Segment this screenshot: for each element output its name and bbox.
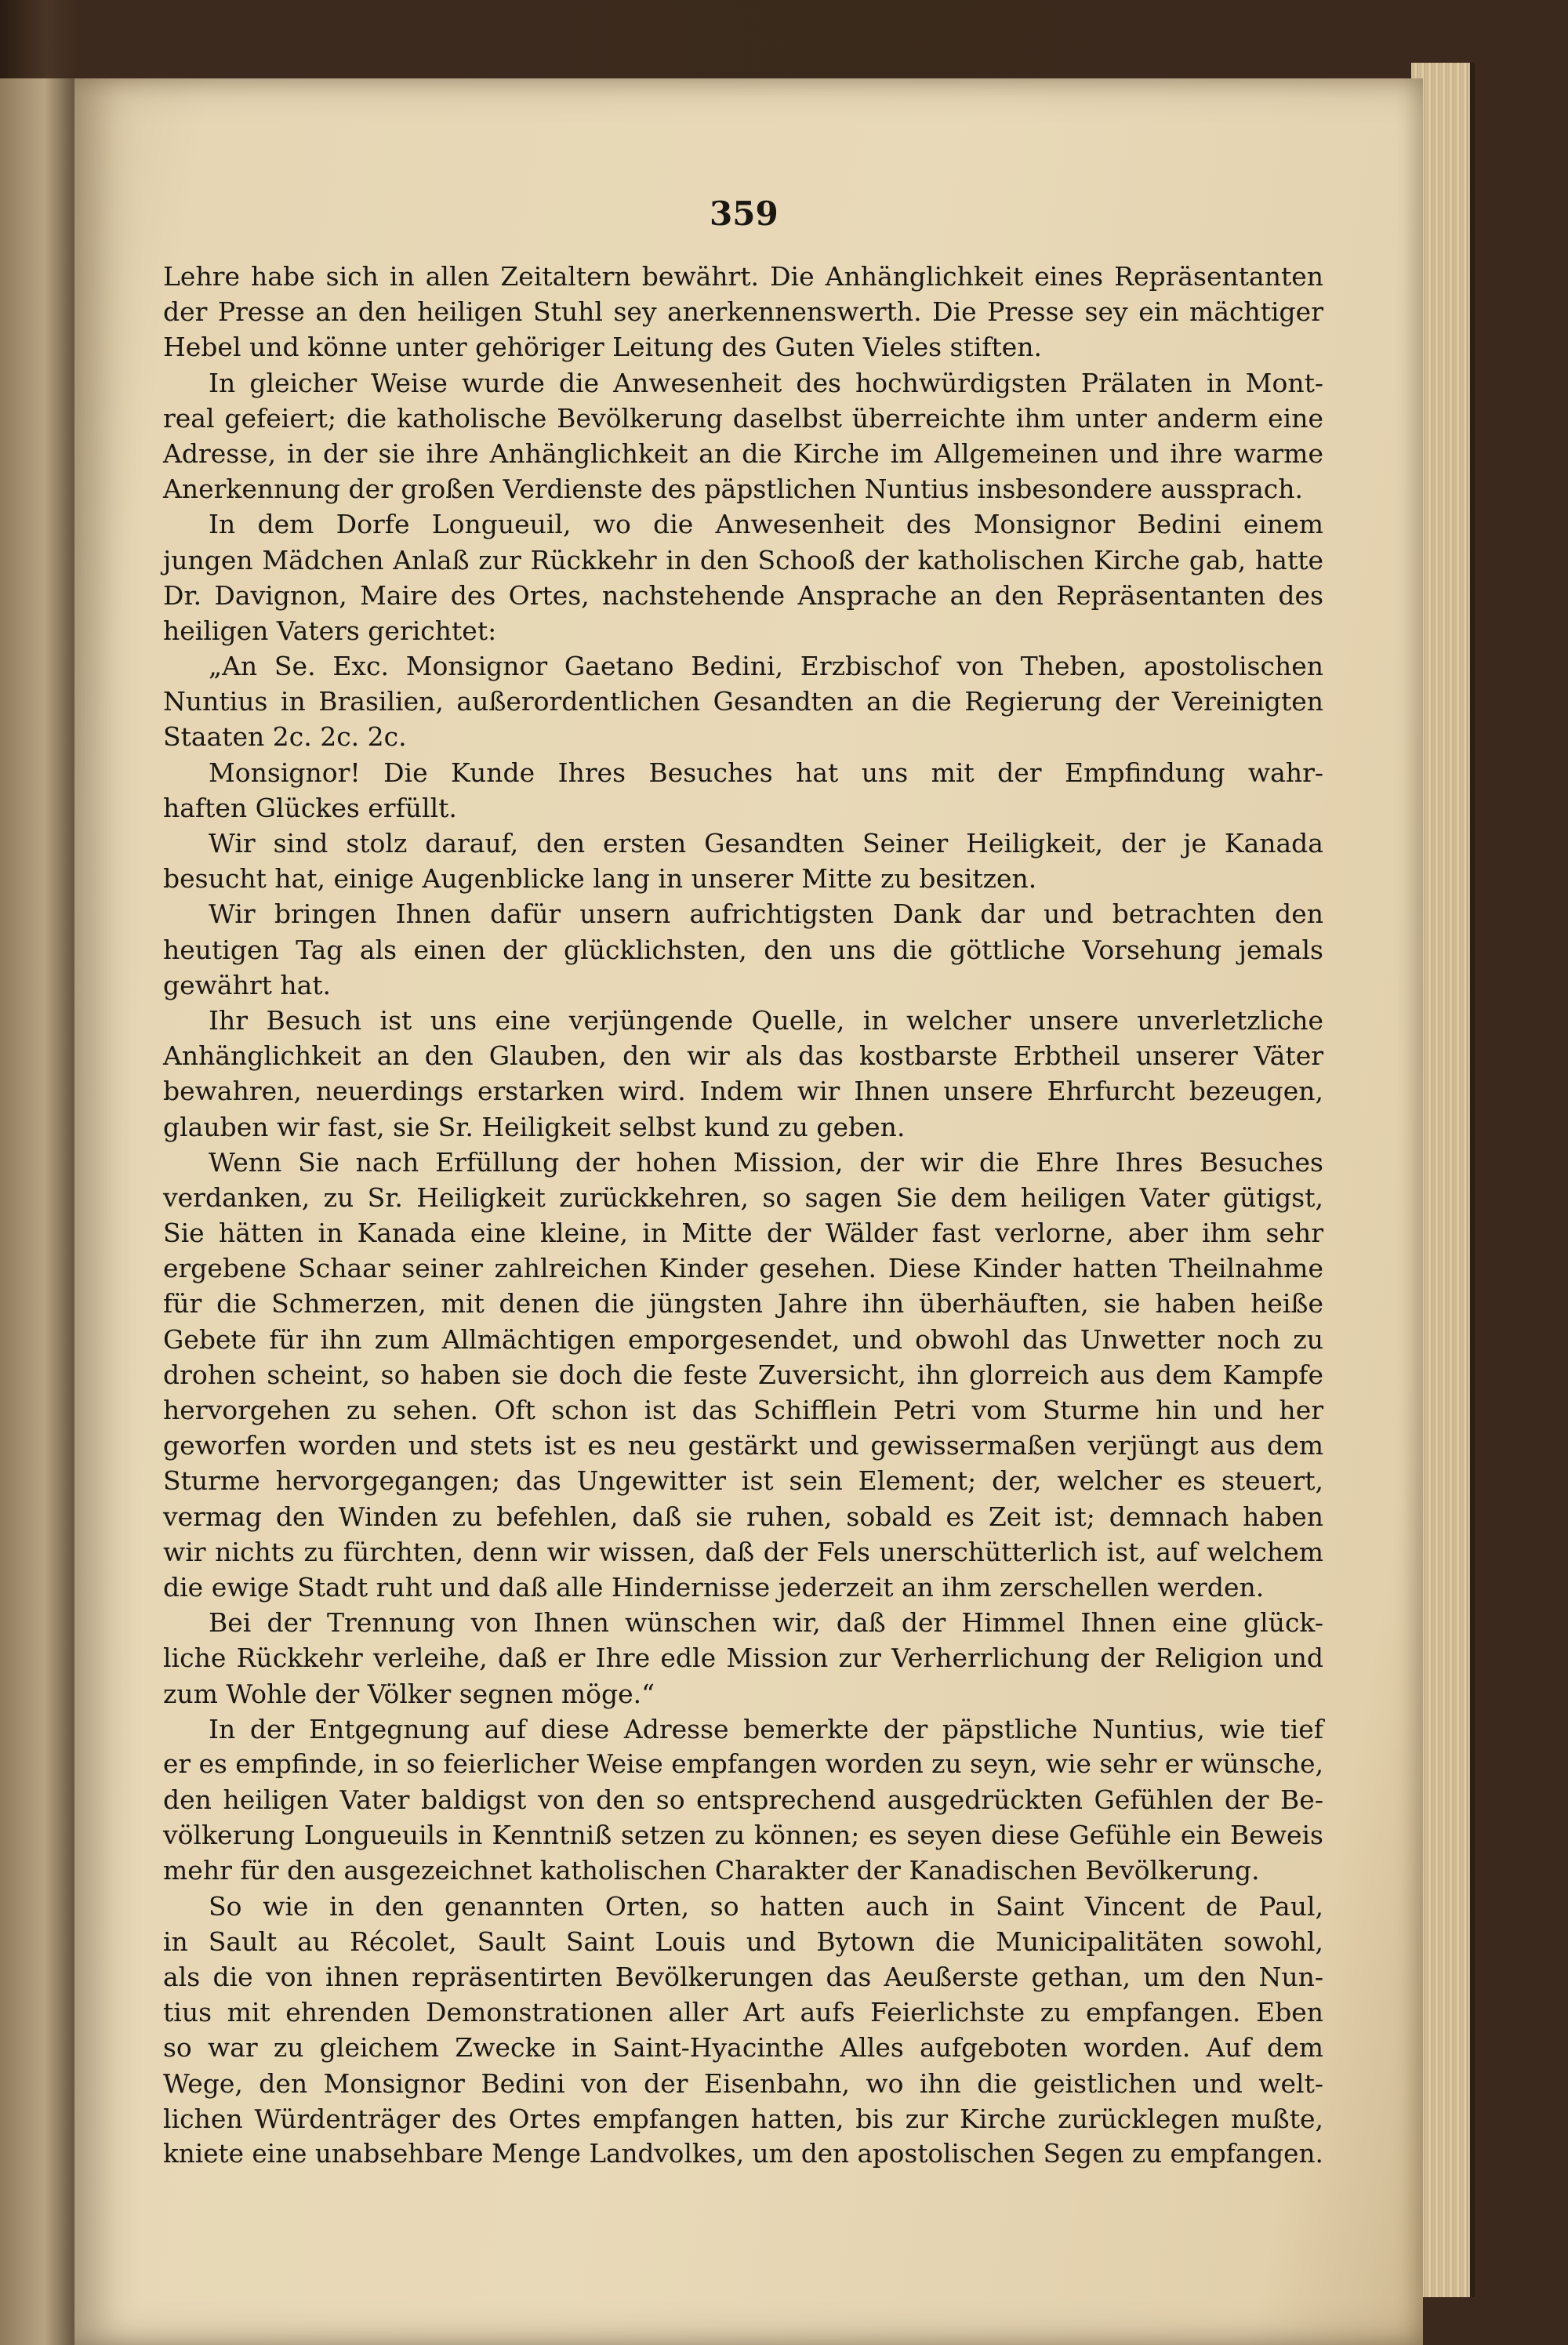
text-line: glauben wir fast, sie Sr. Heiligkeit selbst kund zu geben. xyxy=(163,1111,906,1142)
text-line: als die von ihnen repräsentirten Bevölkerungen das Aeußerste gethan, um den Nun- xyxy=(163,1962,1323,1992)
text-line: Sturme hervorgegangen; das Ungewitter ist sein Element; der, welcher es steuert, xyxy=(163,1465,1323,1497)
text-line: tius mit ehrenden Demonstrationen aller Art aufs Feierlichste zu empfangen. Eben xyxy=(163,1997,1323,2028)
text-line: gewährt hat. xyxy=(163,969,332,1000)
text-line: Staaten 2c. 2c. 2c. xyxy=(163,721,407,753)
paragraph xyxy=(163,365,1323,507)
text-line: lichen Würdenträger des Ortes empfangen hatten, bis zur Kirche zurücklegen mußte, xyxy=(163,2103,1323,2134)
paragraph xyxy=(163,826,1323,896)
text-line: Lehre habe sich in allen Zeitaltern bewährt. Die Anhänglichkeit eines Repräsentanten xyxy=(163,261,1323,292)
text-line: Nuntius in Brasilien, außerordentlichen Gesandten an die Regierung der Vereinigten xyxy=(163,686,1323,717)
text-line: Sie hätten in Kanada eine kleine, in Mitte der Wälder fast verlorne, aber ihm sehr xyxy=(163,1218,1323,1249)
text-line: kniete eine unabsehbare Menge Landvolkes, um den apostolischen Segen zu empfangen. xyxy=(163,2138,1323,2169)
text-line: haften Glückes erfüllt. xyxy=(163,792,457,823)
text-line: Gebete für ihn zum Allmächtigen emporgesendet, und obwohl das Unwetter noch zu xyxy=(163,1323,1323,1355)
text-line: Hebel und könne unter gehöriger Leitung des Guten Vieles stiften. xyxy=(163,332,1043,363)
paragraph xyxy=(163,1003,1323,1145)
paragraph xyxy=(163,896,1323,1003)
paragraph xyxy=(163,259,1323,365)
page-number: 359 xyxy=(710,194,779,233)
text-line: liche Rückkehr verleihe, daß er Ihre edle Mission zur Verherrlichung der Religion und xyxy=(163,1643,1323,1674)
text-line: Monsignor! Die Kunde Ihres Besuches hat uns mit der Empfindung wahr- xyxy=(209,757,1323,788)
text-line: Anhänglichkeit an den Glauben, den wir als das kostbarste Erbtheil unserer Väter xyxy=(163,1040,1323,1072)
text-line: die ewige Stadt ruht und daß alle Hindernisse jederzeit an ihm zerschellen werden. xyxy=(163,1571,1265,1603)
text-line: In der Entgegnung auf diese Adresse bemerkte der päpstliche Nuntius, wie tief xyxy=(209,1713,1323,1744)
paragraph xyxy=(163,1145,1323,1605)
paragraph xyxy=(163,1712,1323,1889)
text-line: völkerung Longueuils in Kenntniß setzen zu können; es seyen diese Gefühle ein Beweis xyxy=(163,1820,1323,1851)
text-line: der Presse an den heiligen Stuhl sey anerkennenswerth. Die Presse sey ein mächtiger xyxy=(163,296,1323,328)
paragraph xyxy=(163,648,1323,755)
text-line: Adresse, in der sie ihre Anhänglichkeit an die Kirche im Allgemeinen und ihre warme xyxy=(163,437,1323,469)
text-line: Wege, den Monsignor Bedini von der Eisenbahn, wo ihn die geistlichen und welt- xyxy=(163,2067,1323,2099)
paragraph xyxy=(163,1605,1323,1712)
text-line: heutigen Tag als einen der glücklichsten, den uns die göttliche Vorsehung jemals xyxy=(163,934,1323,965)
text-line: zum Wohle der Völker segnen möge.“ xyxy=(163,1678,655,1709)
facing-page-edge xyxy=(0,78,74,2345)
text-line: Ihr Besuch ist uns eine verjüngende Quelle, in welcher unsere unverletzliche xyxy=(209,1004,1323,1036)
text-line: drohen scheint, so haben sie doch die feste Zuversicht, ihn glorreich aus dem Kampfe xyxy=(163,1359,1323,1390)
text-line: Dr. Davignon, Maire des Ortes, nachstehende Ansprache an den Repräsentanten des xyxy=(163,579,1323,611)
text-line: So wie in den genannten Orten, so hatten auch in Saint Vincent de Paul, xyxy=(209,1890,1323,1922)
text-line: so war zu gleichem Zwecke in Saint-Hyacinthe Alles aufgeboten worden. Auf dem xyxy=(163,2032,1323,2064)
text-line: Wir bringen Ihnen dafür unsern aufrichtigsten Dank dar und betrachten den xyxy=(209,898,1323,930)
paragraph xyxy=(163,506,1323,648)
text-line: er es empfinde, in so feierlicher Weise empfangen worden zu seyn, wie sehr er wünsche, xyxy=(163,1748,1323,1779)
text-line: Anerkennung der großen Verdienste des päpstlichen Nuntius insbesondere aussprach. xyxy=(163,474,1304,505)
text-line: wir nichts zu fürchten, denn wir wissen, daß der Fels unerschütterlich ist, auf welchem xyxy=(163,1536,1323,1567)
text-line: Wir sind stolz darauf, den ersten Gesandten Seiner Heiligkeit, der je Kanada xyxy=(209,828,1323,859)
text-line: in Sault au Récolet, Sault Saint Louis und Bytown die Municipalitäten sowohl, xyxy=(163,1926,1323,1957)
text-line: ergebene Schaar seiner zahlreichen Kinder gesehen. Diese Kinder hatten Theilnahme xyxy=(163,1253,1323,1284)
text-line: „An Se. Exc. Monsignor Gaetano Bedini, Erzbischof von Theben, apostolischen xyxy=(209,651,1323,682)
text-line: real gefeiert; die katholische Bevölkerung daselbst überreichte ihm unter anderm eine xyxy=(163,402,1323,434)
text-line: jungen Mädchen Anlaß zur Rückkehr in den Schooß der katholischen Kirche gab, hatte xyxy=(163,544,1323,575)
text-line: heiligen Vaters gerichtet: xyxy=(163,615,497,646)
text-line: verdanken, zu Sr. Heiligkeit zurückkehren, so sagen Sie dem heiligen Vater gütigst, xyxy=(163,1182,1323,1213)
text-line: den heiligen Vater baldigst von den so entsprechend ausgedrückten Gefühlen der Be- xyxy=(163,1784,1323,1816)
text-line: für die Schmerzen, mit denen die jüngsten Jahre ihn überhäuften, sie haben heiße xyxy=(163,1288,1323,1320)
text-line: Bei der Trennung von Ihnen wünschen wir, daß der Himmel Ihnen eine glück- xyxy=(209,1607,1323,1639)
paragraph xyxy=(163,1889,1323,2173)
text-line: besucht hat, einige Augenblicke lang in unserer Mitte zu besitzen. xyxy=(163,863,1037,895)
text-line: bewahren, neuerdings erstarken wird. Indem wir Ihnen unsere Ehrfurcht bezeugen, xyxy=(163,1076,1323,1107)
text-line: mehr für den ausgezeichnet katholischen Charakter der Kanadischen Bevölkerung. xyxy=(163,1855,1260,1886)
paragraph xyxy=(163,755,1323,826)
body-text xyxy=(163,259,1323,2172)
text-line: geworfen worden und stets ist es neu gestärkt und gewissermaßen verjüngt aus dem xyxy=(163,1430,1323,1461)
text-line: In gleicher Weise wurde die Anwesenheit des hochwürdigsten Prälaten in Mont- xyxy=(209,367,1323,398)
text-line: In dem Dorfe Longueuil, wo die Anwesenheit des Monsignor Bedini einem xyxy=(209,509,1323,540)
text-line: Wenn Sie nach Erfüllung der hohen Mission, der wir die Ehre Ihres Besuches xyxy=(209,1146,1323,1178)
text-line: hervorgehen zu sehen. Oft schon ist das Schifflein Petri vom Sturme hin und her xyxy=(163,1395,1323,1425)
text-line: vermag den Winden zu befehlen, daß sie ruhen, sobald es Zeit ist; demnach haben xyxy=(163,1501,1323,1532)
